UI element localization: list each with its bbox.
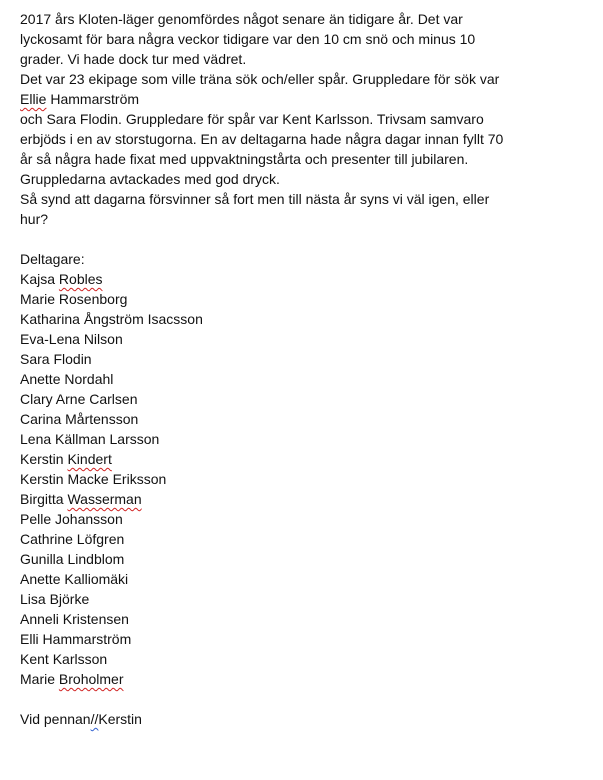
document-page	[20, 9, 580, 729]
participant-name	[20, 509, 580, 529]
report-line: lyckosamt för bara några veckor tidigare var den 10 cm snö och minus 10	[20, 31, 476, 47]
participants-heading: Deltagare:	[20, 251, 85, 267]
spellcheck-flagged-word: Ellie	[20, 91, 47, 107]
participant-name	[20, 629, 580, 649]
participant-name-text: Lena Källman Larsson	[20, 431, 160, 447]
participant-name-text: Kerstin	[20, 451, 68, 467]
participant-name-text: Elli Hammarström	[20, 631, 132, 647]
participant-name	[20, 609, 580, 629]
report-line: 2017 års Kloten-läger genomfördes något senare än tidigare år. Det var	[20, 11, 463, 27]
leader-surname: Hammarström	[46, 91, 140, 107]
participant-name-text: Clary Arne Carlsen	[20, 391, 138, 407]
report-line: år så några hade fixat med uppvaktningstårta och presenter till jubilaren.	[20, 151, 469, 167]
spellcheck-flagged-word: Wasserman	[67, 491, 142, 507]
participant-name-text: Anneli Kristensen	[20, 611, 129, 627]
participant-name	[20, 389, 580, 409]
report-line: Det var 23 ekipage som ville träna sök och/eller spår. Gruppledare för sök var	[20, 71, 500, 87]
spellcheck-flagged-word: Robles	[58, 271, 103, 287]
signature-prefix: Vid pennan	[20, 711, 91, 727]
participant-name	[20, 309, 580, 329]
report-line: och Sara Flodin. Gruppledare för spår var Kent Karlsson. Trivsam samvaro	[20, 111, 484, 127]
blank-line	[20, 229, 580, 249]
participant-name	[20, 589, 580, 609]
participant-name	[20, 669, 580, 689]
spellcheck-flagged-word: Kindert	[67, 451, 112, 467]
report-line: hur?	[20, 211, 49, 227]
participant-name	[20, 569, 580, 589]
participant-name-text: Pelle Johansson	[20, 511, 123, 527]
participant-name-text: Marie	[20, 671, 59, 687]
participant-name	[20, 489, 580, 509]
report-line-leader	[20, 89, 580, 109]
participant-name-text: Anette Nordahl	[20, 371, 114, 387]
participant-name-text: Carina Mårtensson	[20, 411, 139, 427]
report-line: Så synd att dagarna försvinner så fort men till nästa år syns vi väl igen, eller	[20, 191, 490, 207]
participant-name-text: Birgitta	[20, 491, 68, 507]
participant-name	[20, 349, 580, 369]
participant-name	[20, 269, 580, 289]
report-line: grader. Vi hade dock tur med vädret.	[20, 51, 247, 67]
participant-name	[20, 409, 580, 429]
participant-name-text: Sara Flodin	[20, 351, 92, 367]
signature-line	[20, 709, 580, 729]
participant-name	[20, 329, 580, 349]
participant-name	[20, 529, 580, 549]
grammar-flagged-text: //	[90, 711, 99, 727]
participant-name-text: Cathrine Löfgren	[20, 531, 125, 547]
report-line: Gruppledarna avtackades med god dryck.	[20, 171, 280, 187]
participant-name-text: Kajsa	[20, 271, 59, 287]
participant-name	[20, 549, 580, 569]
participant-name	[20, 649, 580, 669]
participant-name	[20, 449, 580, 469]
participant-name	[20, 369, 580, 389]
participant-name-text: Gunilla Lindblom	[20, 551, 125, 567]
participant-name-text: Lisa Björke	[20, 591, 90, 607]
participant-list	[20, 269, 580, 689]
report-line: erbjöds i en av storstugorna. En av deltagarna hade några dagar innan fyllt 70	[20, 131, 504, 147]
participant-name-text: Kerstin Macke Eriksson	[20, 471, 167, 487]
blank-line	[20, 689, 580, 709]
report-paragraph	[20, 9, 580, 229]
spellcheck-flagged-word: Broholmer	[58, 671, 124, 687]
participant-name	[20, 289, 580, 309]
signature-name: Kerstin	[98, 711, 142, 727]
participant-name	[20, 429, 580, 449]
participant-name	[20, 469, 580, 489]
participant-name-text: Anette Kalliomäki	[20, 571, 129, 587]
participant-name-text: Katharina Ångström Isacsson	[20, 311, 203, 327]
participant-name-text: Eva-Lena Nilson	[20, 331, 123, 347]
participant-name-text: Marie Rosenborg	[20, 291, 128, 307]
participant-name-text: Kent Karlsson	[20, 651, 108, 667]
